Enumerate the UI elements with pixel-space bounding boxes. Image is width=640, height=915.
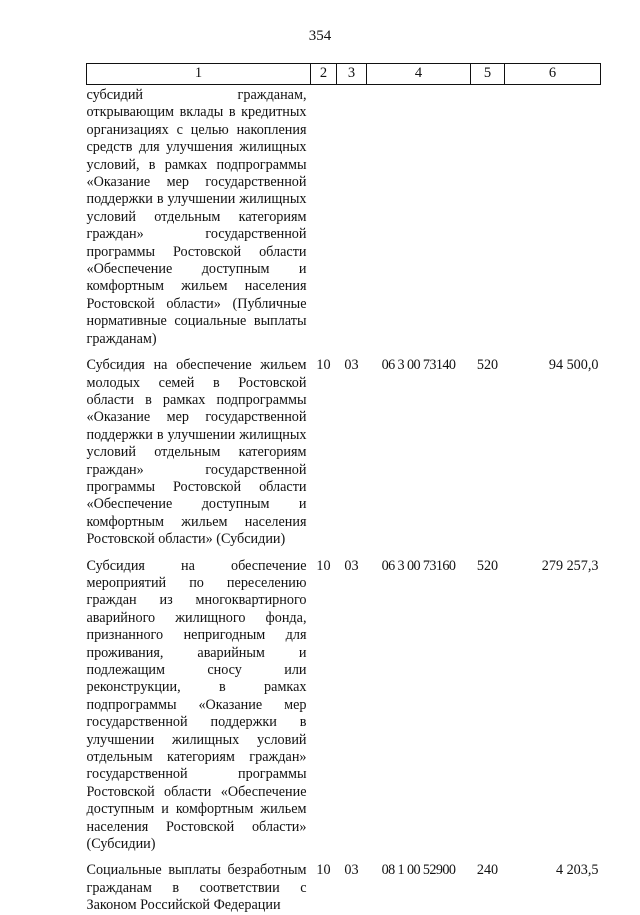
expense-type-code: 240 (476, 862, 499, 879)
section-code: 10 (316, 557, 331, 574)
description-text: Субсидия на обеспечение жильем молодых семей в Ростовской области в рамках подпрограммы «Оказание мер государственной поддержки в улучшении жилищных условий отдельным категориям граждан» государственной программы Ростовской области «Обеспечение доступным и комфортным жильем населения Ростовской области» (Субсидии) (86, 357, 307, 548)
column-header: 3 (337, 64, 367, 85)
amount-value: 94 500,0 (548, 357, 599, 374)
row-description (87, 85, 311, 358)
amount-value: 279 257,3 (541, 557, 599, 574)
target-article-code: 08 1 00 52900 (381, 862, 456, 879)
table-row (87, 357, 601, 557)
amount-value (505, 85, 601, 358)
section-code (311, 85, 337, 358)
table-row (87, 85, 601, 358)
description-text: субсидий гражданам, открывающим вклады в кредитных организациях с целью накопления средств для улучшения жилищных условий, в рамках подпрограммы «Оказание мер государственной поддержки в улучшении жилищных условий отдельным категориям граждан» государственной программы Ростовской области «Обеспечение доступным и комфортным жильем населения Ростовской области» (Публичные нормативные социальные выплаты гражданам) (86, 87, 307, 347)
section-code: 10 (316, 357, 331, 374)
subsection-code: 03 (344, 357, 359, 374)
section-code: 10 (316, 862, 331, 879)
column-header: 2 (311, 64, 337, 85)
expense-type-code: 520 (476, 357, 499, 374)
expense-type-code (471, 85, 505, 358)
subsection-code (337, 85, 367, 358)
table-row (87, 862, 601, 914)
column-header: 1 (87, 64, 311, 85)
page-number: 354 (308, 28, 332, 44)
target-article-code: 06 3 00 73140 (381, 357, 456, 374)
expense-type-code: 520 (476, 557, 499, 574)
column-header: 6 (505, 64, 601, 85)
description-text: Субсидия на обеспечение мероприятий по переселению граждан из многоквартирного аварийного жилищного фонда, признанного непригодным для проживания, аварийным и подлежащим сносу или реконструкции, в рамках подпрограммы «Оказание мер государственной поддержки в улучшении жилищных условий отдельным категориям граждан» государственной программы Ростовской области «Обеспечение доступным и комфортным жильем населения Ростовской области» (Субсидии) (86, 557, 307, 853)
budget-table (86, 63, 601, 915)
description-text: Социальные выплаты безработным гражданам в соответствии с Законом Российской Федерации (86, 862, 307, 914)
row-description (87, 558, 311, 863)
subsection-code: 03 (344, 862, 359, 879)
row-description (87, 862, 311, 914)
amount-value: 4 203,5 (555, 862, 599, 879)
table-row (87, 558, 601, 863)
column-header: 5 (471, 64, 505, 85)
column-header: 4 (367, 64, 471, 85)
subsection-code: 03 (344, 557, 359, 574)
row-description (87, 357, 311, 557)
target-article-code (367, 85, 471, 358)
target-article-code: 06 3 00 73160 (381, 557, 456, 574)
table-header-row (87, 64, 601, 85)
